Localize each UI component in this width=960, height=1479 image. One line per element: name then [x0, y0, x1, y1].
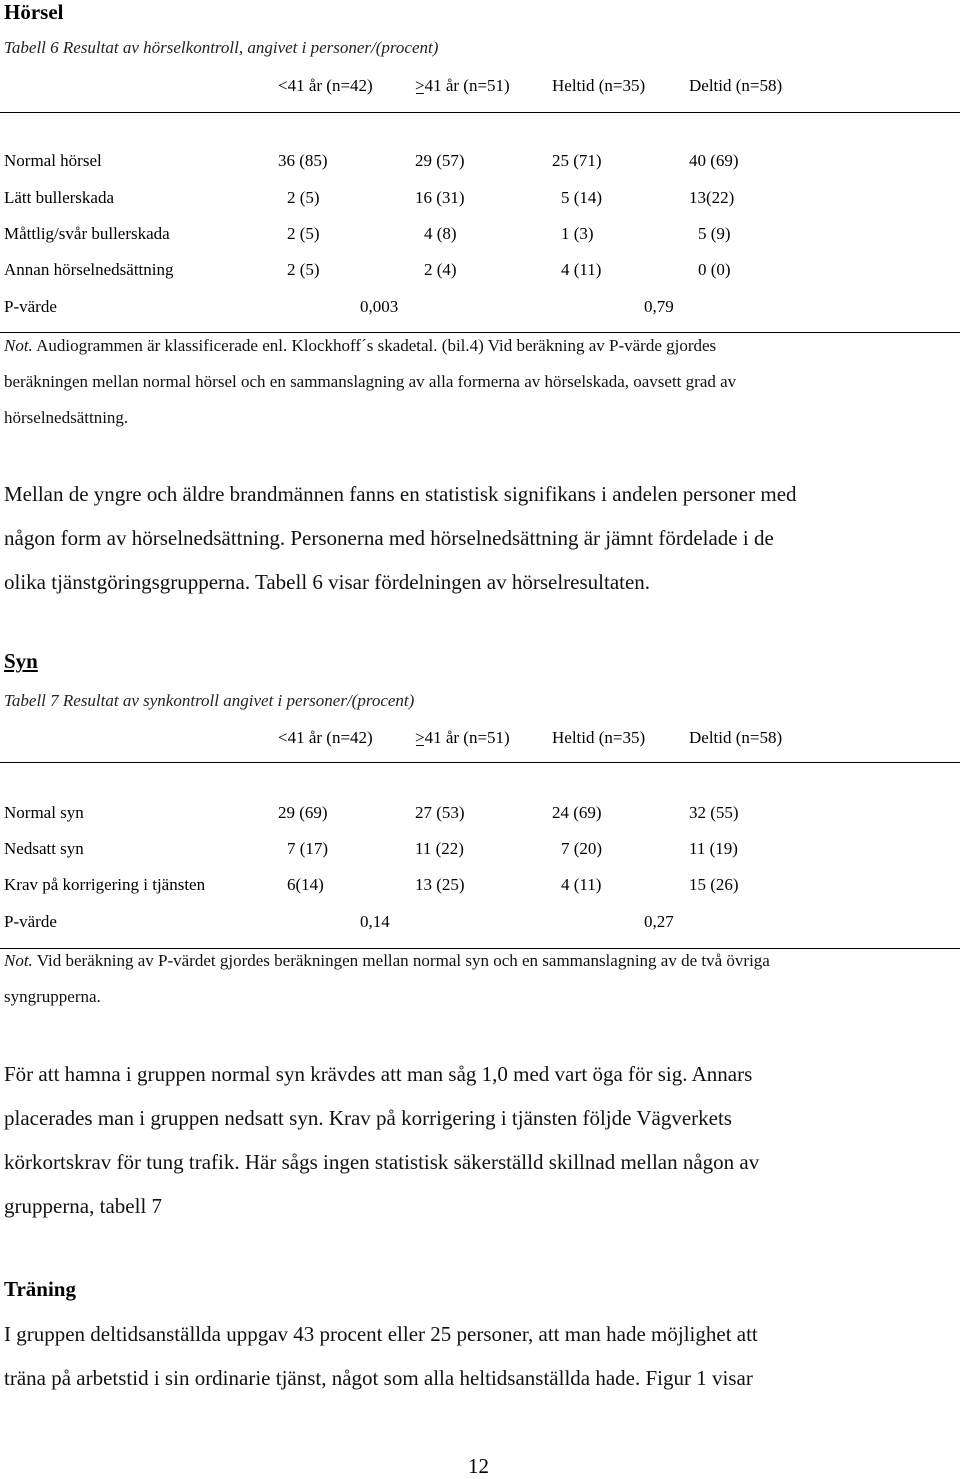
cell: 5 (9)	[698, 224, 731, 243]
syn-paragraph-line4: grupperna, tabell 7	[4, 1194, 163, 1218]
row-label: Normal syn	[4, 803, 84, 822]
row-label: Annan hörselnedsättning	[4, 260, 174, 279]
traning-paragraph-line2: träna på arbetstid i sin ordinarie tjänst, något som alla heltidsanställda hade. Figur 1 visar	[4, 1366, 753, 1390]
traning-paragraph-line1: I gruppen deltidsanställda uppgav 43 procent eller 25 personer, att man hade möjlighet att	[4, 1322, 758, 1346]
cell: 40 (69)	[689, 151, 739, 170]
row-label: Normal hörsel	[4, 151, 102, 170]
table6-col-deltid: Deltid (n=58)	[689, 76, 783, 95]
pvalue-age: 0,003	[360, 297, 399, 316]
row-label: Lätt bullerskada	[4, 188, 114, 207]
cell: 11 (22)	[415, 839, 464, 858]
cell: 24 (69)	[552, 803, 602, 822]
row-label: Krav på korrigering i tjänsten	[4, 875, 206, 894]
row-label: Måttlig/svår bullerskada	[4, 224, 170, 243]
table6-caption: Tabell 6 Resultat av hörselkontroll, angivet i personer/(procent)	[4, 38, 439, 57]
greater-equal-icon	[415, 76, 425, 96]
row-label: P-värde	[4, 297, 57, 316]
pvalue-employment: 0,79	[644, 297, 674, 316]
row-label: Nedsatt syn	[4, 839, 84, 858]
cell: 5 (14)	[561, 188, 603, 207]
horsel-paragraph-line3: olika tjänstgöringsgrupperna. Tabell 6 visar fördelningen av hörselresultaten.	[4, 570, 651, 594]
horsel-paragraph-line2: någon form av hörselnedsättning. Personerna med hörselnedsättning är jämnt fördelade i de	[4, 526, 774, 550]
cell: 25 (71)	[552, 151, 602, 170]
table7-col-deltid: Deltid (n=58)	[689, 728, 783, 747]
table6-note-line2: beräkningen mellan normal hörsel och en sammanslagning av alla formerna av hörselskada, oavsett grad av	[4, 372, 737, 391]
table6-note-line3: hörselnedsättning.	[4, 408, 129, 427]
table7-col-over41: > 41 år (n=51)	[415, 728, 510, 748]
horsel-paragraph-line1: Mellan de yngre och äldre brandmännen fanns en statistisk signifikans i andelen personer med	[4, 482, 797, 506]
cell: 4 (8)	[424, 224, 457, 243]
row-label: P-värde	[4, 912, 57, 931]
table6-col-under41: <41 år (n=42)	[278, 76, 373, 95]
cell: 29 (57)	[415, 151, 465, 170]
section-heading-syn: Syn	[4, 649, 38, 673]
cell: 36 (85)	[278, 151, 328, 170]
cell: 4 (11)	[561, 875, 602, 894]
syn-paragraph-line3: körkortskrav för tung trafik. Här sågs ingen statistisk säkerställd skillnad mellan någon av	[4, 1150, 760, 1174]
cell: 1 (3)	[561, 224, 594, 243]
table6-col-heltid: Heltid (n=35)	[552, 76, 646, 95]
cell: 7 (20)	[561, 839, 603, 858]
cell: 27 (53)	[415, 803, 465, 822]
cell: 6(14)	[287, 875, 324, 894]
table7-note-line1: Not. Vid beräkning av P-värdet gjordes beräkningen mellan normal syn och en sammanslagning av de två övriga	[4, 951, 770, 970]
cell: 32 (55)	[689, 803, 739, 822]
cell: 2 (5)	[287, 224, 320, 243]
cell: 13(22)	[689, 188, 735, 207]
cell: 13 (25)	[415, 875, 465, 894]
cell: 15 (26)	[689, 875, 739, 894]
cell: 2 (5)	[287, 188, 320, 207]
cell: 16 (31)	[415, 188, 465, 207]
table7-note-line2: syngrupperna.	[4, 987, 101, 1006]
cell: 0 (0)	[698, 260, 731, 279]
cell: 11 (19)	[689, 839, 738, 858]
greater-equal-icon	[415, 728, 425, 748]
syn-paragraph-line2: placerades man i gruppen nedsatt syn. Krav på korrigering i tjänsten följde Vägverkets	[4, 1106, 732, 1130]
table6-note-line1: Not. Audiogrammen är klassificerade enl. Klockhoff´s skadetal. (bil.4) Vid beräkning av P-värde gjordes	[4, 336, 717, 355]
cell: 4 (11)	[561, 260, 602, 279]
pvalue-employment: 0,27	[644, 912, 674, 931]
page-number: 12	[468, 1454, 489, 1478]
table7-top-rule	[0, 762, 960, 763]
table6-top-rule	[0, 112, 960, 113]
cell: 2 (5)	[287, 260, 320, 279]
section-heading-horsel: Hörsel	[4, 0, 64, 24]
cell: 7 (17)	[287, 839, 329, 858]
table6-col-over41: > 41 år (n=51)	[415, 76, 510, 96]
table7-col-heltid: Heltid (n=35)	[552, 728, 646, 747]
table7-caption: Tabell 7 Resultat av synkontroll angivet i personer/(procent)	[4, 691, 415, 710]
cell: 2 (4)	[424, 260, 457, 279]
syn-paragraph-line1: För att hamna i gruppen normal syn krävdes att man såg 1,0 med vart öga för sig. Annars	[4, 1062, 753, 1086]
pvalue-age: 0,14	[360, 912, 390, 931]
table7-col-under41: <41 år (n=42)	[278, 728, 373, 747]
cell: 29 (69)	[278, 803, 328, 822]
section-heading-traning: Träning	[4, 1277, 76, 1301]
